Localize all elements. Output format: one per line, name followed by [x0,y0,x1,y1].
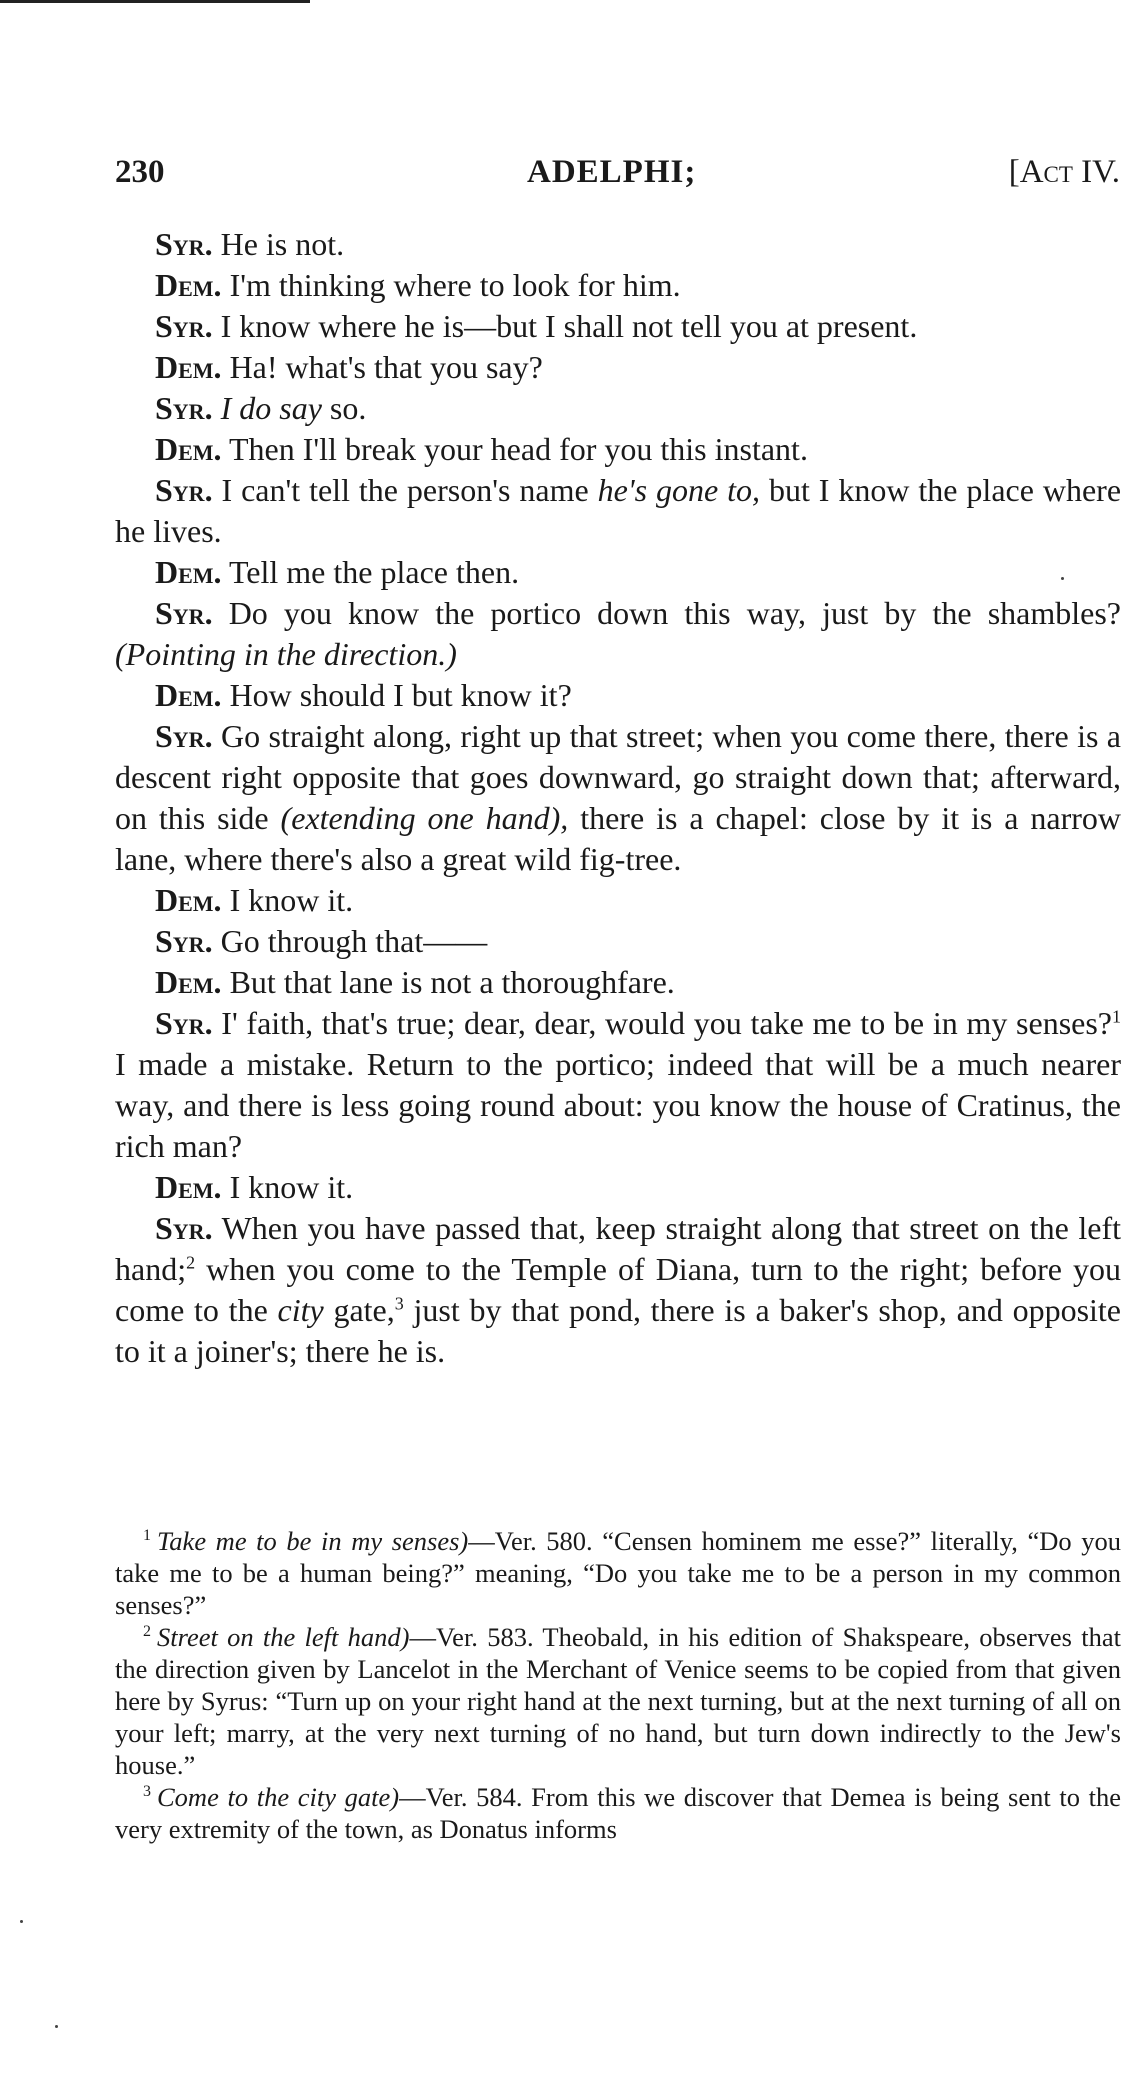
speech-italic: I do say [220,390,322,426]
speech-text: I know it. [229,1169,354,1205]
speech-text: when you come to the Temple of Diana, turn to the right; before you come to the [115,1251,1121,1328]
speech-text: I made a mistake. Return to the portico; indeed that will be a much nearer way, and there is less going round about: you know the house of Cratinus, the rich man? [115,1046,1121,1164]
speech-line [115,880,1121,921]
speech-text: How should I but know it? [229,677,572,713]
footnote-number: 3 [143,1783,151,1801]
speech-text: Then I'll break your head for you this instant. [228,431,808,467]
speaker-syr: Syr. [155,308,213,344]
footnote [115,1621,1121,1781]
speech-line [115,265,1121,306]
speech-italic: city [277,1292,324,1328]
speech-text: Do you know the portico down this way, just by the shambles? [228,595,1122,631]
speech-line [115,552,1121,593]
speaker-syr: Syr. [155,226,213,262]
speaker-dem: Dem. [155,1169,222,1205]
speech-text: Go through that—— [220,923,488,959]
speech-text: there is a chapel: close by it is a narrow lane, where there's also a great wild fig-tree. [115,800,1122,877]
speech-line [115,429,1121,470]
speech-text: But that lane is not a thoroughfare. [229,964,675,1000]
scan-speck [55,2025,58,2028]
speech-text: gate, [323,1292,395,1328]
footnote [115,1525,1121,1621]
speech-line [115,347,1121,388]
speaker-dem: Dem. [155,677,222,713]
speech-text: I know where he is—but I shall not tell you at present. [220,308,918,344]
speech-text: Go straight along, right up that street; when you come there, there is a descent right opposite that goes downward, go straight down that; afterward, on this side [115,718,1122,836]
speaker-dem: Dem. [155,964,222,1000]
scan-speck [1061,577,1064,580]
footnote-lemma: Come to the city gate) [157,1782,400,1812]
speech-text: Ha! what's that you say? [229,349,543,385]
footnote-number: 1 [143,1527,151,1545]
speech-text: but I know the place where he lives. [115,472,1122,549]
speaker-dem: Dem. [155,554,222,590]
speech-line [115,921,1121,962]
footnote-text: —Ver. 584. From this we discover that Demea is being sent to the very extremity of the town, as Donatus informs [115,1782,1121,1844]
speech-text: I know it. [229,882,354,918]
dialogue-body [115,224,1121,1372]
speech-text: When you have passed that, keep straight along that street on the left hand; [115,1210,1122,1287]
speaker-dem: Dem. [155,349,222,385]
footnotes [115,1525,1121,1845]
speaker-syr: Syr. [155,1005,213,1041]
footnote-number: 2 [143,1623,151,1641]
speech-text: I can't tell the person's name [221,472,598,508]
speech-line [115,1003,1121,1167]
stage-direction: (extending one hand), [280,800,569,836]
top-rule [0,0,310,3]
footnote [115,1781,1121,1845]
page-number: 230 [115,154,165,190]
speech-line [115,1167,1121,1208]
speech-text: He is not. [220,226,345,262]
footnote-text: —Ver. 583. Theobald, in his edition of Shakspeare, observes that the direction given by Lancelot in the Merchant of Venice seems to be copied from that given here by Syrus: “Turn up on your right hand at the next turning, but at the next turning of all on your left; marry, at the very next turning of no hand, but turn down indirectly to the Jew's house.” [115,1622,1121,1780]
speech-line [115,306,1121,347]
footnote-ref: 3 [394,1293,404,1314]
speech-line [115,962,1121,1003]
running-title: ADELPHI; [527,154,697,190]
speech-line [115,1208,1121,1372]
speech-italic: he's gone to, [597,472,761,508]
speaker-syr: Syr. [155,923,213,959]
speech-text: I' faith, that's true; dear, dear, would you take me to be in my senses? [221,1005,1113,1041]
speaker-syr: Syr. [155,718,213,754]
speech-text: just by that pond, there is a baker's shop, and opposite to it a joiner's; there he is. [115,1292,1122,1369]
speech-text: I'm thinking where to look for him. [229,267,681,303]
speech-text: so. [321,390,367,426]
speaker-syr: Syr. [155,1210,213,1246]
speech-line [115,470,1121,552]
speaker-syr: Syr. [155,390,213,426]
footnote-lemma: Take me to be in my senses) [157,1526,469,1556]
speaker-syr: Syr. [155,472,213,508]
footnote-ref: 1 [1112,1006,1122,1027]
speech-line [115,675,1121,716]
speech-line [115,388,1121,429]
stage-direction: (Pointing in the direction.) [115,636,457,672]
speech-line [115,224,1121,265]
speaker-dem: Dem. [155,882,222,918]
speech-text: Tell me the place then. [228,554,520,590]
speech-line [115,716,1121,880]
footnote-lemma: Street on the left hand) [157,1622,410,1652]
scan-speck [20,1920,23,1923]
page-header [115,154,1120,198]
footnote-ref: 2 [186,1252,196,1273]
speaker-dem: Dem. [155,267,222,303]
speaker-syr: Syr. [155,595,213,631]
speech-line [115,593,1121,675]
footnote-text: —Ver. 580. “Censen hominem me esse?” literally, “Do you take me to be a human being?” meaning, “Do you take me to be a person in my common senses?” [115,1526,1121,1620]
act-label: [Act IV. [1008,154,1120,190]
speaker-dem: Dem. [155,431,222,467]
